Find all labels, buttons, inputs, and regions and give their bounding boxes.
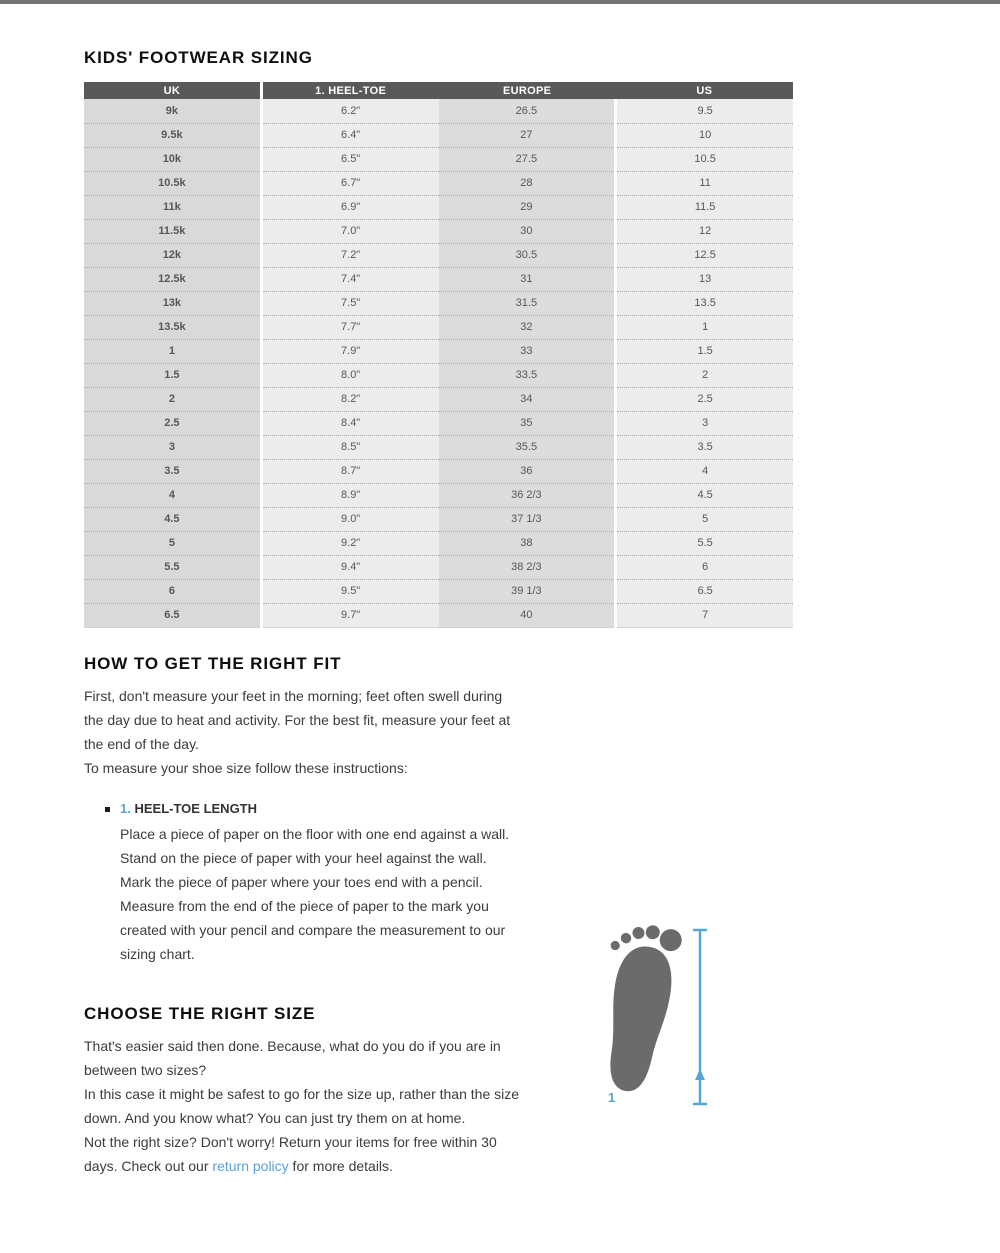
size-cell: 1.5	[84, 363, 261, 387]
how-to-paragraph	[84, 684, 1000, 780]
size-cell: 9.4"	[261, 555, 438, 579]
size-cell: 7.5"	[261, 291, 438, 315]
column-header-europe: EUROPE	[439, 82, 616, 99]
size-cell: 4.5	[616, 483, 793, 507]
size-cell: 39 1/3	[439, 579, 616, 603]
size-cell: 11.5k	[84, 219, 261, 243]
page-title: KIDS' FOOTWEAR SIZING	[84, 48, 313, 67]
size-cell: 33.5	[439, 363, 616, 387]
size-cell: 12.5	[616, 243, 793, 267]
size-cell: 6	[616, 555, 793, 579]
size-cell: 13.5	[616, 291, 793, 315]
size-cell: 2.5	[616, 387, 793, 411]
size-cell: 3	[84, 435, 261, 459]
table-row	[84, 483, 793, 507]
size-cell: 12	[616, 219, 793, 243]
table-row	[84, 507, 793, 531]
size-cell: 7.0"	[261, 219, 438, 243]
size-cell: 27	[439, 123, 616, 147]
size-cell: 6	[84, 579, 261, 603]
size-cell: 9.0"	[261, 507, 438, 531]
table-row	[84, 171, 793, 195]
size-cell: 9.2"	[261, 531, 438, 555]
size-cell: 6.4"	[261, 123, 438, 147]
size-cell: 32	[439, 315, 616, 339]
size-cell: 27.5	[439, 147, 616, 171]
size-cell: 28	[439, 171, 616, 195]
size-cell: 5.5	[616, 531, 793, 555]
table-row	[84, 579, 793, 603]
size-cell: 9.5	[616, 99, 793, 123]
size-cell: 6.9"	[261, 195, 438, 219]
choose-size-last-line	[84, 1154, 1000, 1178]
size-cell: 7.7"	[261, 315, 438, 339]
size-cell: 30.5	[439, 243, 616, 267]
table-header	[84, 82, 793, 99]
size-cell: 3.5	[84, 459, 261, 483]
foot-measure-figure	[562, 906, 728, 1112]
last-line-before: days. Check out our	[84, 1157, 213, 1174]
size-cell: 11.5	[616, 195, 793, 219]
size-cell: 9k	[84, 99, 261, 123]
size-cell: 38 2/3	[439, 555, 616, 579]
size-cell: 10.5	[616, 147, 793, 171]
size-cell: 9.5k	[84, 123, 261, 147]
table-row	[84, 363, 793, 387]
size-cell: 10	[616, 123, 793, 147]
text-line: the end of the day.	[84, 735, 199, 752]
text-line: Mark the piece of paper where your toes end with a pencil.	[120, 873, 483, 890]
text-line: the day due to heat and activity. For the best fit, measure your feet at	[84, 711, 511, 728]
table-row	[84, 387, 793, 411]
choose-size-lines	[84, 1034, 1000, 1154]
table-row	[84, 555, 793, 579]
step-number: 1.	[120, 800, 131, 816]
table-row	[84, 531, 793, 555]
size-cell: 4.5	[84, 507, 261, 531]
size-cell: 7.2"	[261, 243, 438, 267]
size-cell: 5	[84, 531, 261, 555]
table-row	[84, 411, 793, 435]
size-cell: 4	[84, 483, 261, 507]
size-cell: 8.7"	[261, 459, 438, 483]
size-cell: 8.9"	[261, 483, 438, 507]
size-cell: 3.5	[616, 435, 793, 459]
heel-toe-length-item	[84, 800, 1000, 966]
table-row	[84, 243, 793, 267]
size-cell: 8.2"	[261, 387, 438, 411]
size-cell: 6.5	[616, 579, 793, 603]
square-bullet-icon	[105, 807, 110, 812]
how-to-heading: HOW TO GET THE RIGHT FIT	[84, 653, 342, 673]
last-line-after: for more details.	[288, 1157, 393, 1174]
kids-footwear-sizing-table	[84, 82, 793, 628]
return-policy-link[interactable]: return policy	[212, 1157, 289, 1174]
table-row	[84, 603, 793, 627]
column-header-heeltoe: 1. HEEL-TOE	[261, 82, 438, 99]
table-row	[84, 195, 793, 219]
text-line: down. And you know what? You can just try them on at home.	[84, 1109, 466, 1126]
top-border-bar	[0, 0, 1000, 4]
size-cell: 33	[439, 339, 616, 363]
size-cell: 9.7"	[261, 603, 438, 627]
size-cell: 13k	[84, 291, 261, 315]
table-row	[84, 99, 793, 123]
column-header-uk: UK	[84, 82, 261, 99]
size-cell: 38	[439, 531, 616, 555]
table-body	[84, 99, 793, 627]
size-cell: 7.9"	[261, 339, 438, 363]
table-row	[84, 291, 793, 315]
heel-toe-length-content	[120, 800, 509, 966]
text-line: That's easier said then done. Because, what do you do if you are in	[84, 1037, 501, 1054]
text-line: To measure your shoe size follow these instructions:	[84, 759, 408, 776]
size-cell: 7	[616, 603, 793, 627]
size-cell: 37 1/3	[439, 507, 616, 531]
size-cell: 6.7"	[261, 171, 438, 195]
table-row	[84, 267, 793, 291]
size-cell: 35.5	[439, 435, 616, 459]
table-header-row	[84, 82, 793, 99]
column-header-us: US	[616, 82, 793, 99]
heel-toe-instructions	[120, 822, 509, 966]
step-title-text: HEEL-TOE LENGTH	[134, 800, 258, 816]
size-cell: 31	[439, 267, 616, 291]
measure-arrow-icon	[693, 930, 707, 1104]
size-cell: 2.5	[84, 411, 261, 435]
text-line: sizing chart.	[120, 945, 195, 962]
text-line: between two sizes?	[84, 1061, 207, 1078]
size-cell: 5.5	[84, 555, 261, 579]
size-cell: 12k	[84, 243, 261, 267]
size-cell: 1	[616, 315, 793, 339]
table-row	[84, 435, 793, 459]
size-cell: 11k	[84, 195, 261, 219]
table-row	[84, 147, 793, 171]
size-cell: 30	[439, 219, 616, 243]
choose-size-paragraph	[84, 1034, 1000, 1178]
size-cell: 34	[439, 387, 616, 411]
size-cell: 6.5"	[261, 147, 438, 171]
size-cell: 6.5	[84, 603, 261, 627]
size-cell: 1.5	[616, 339, 793, 363]
foot-measure-illustration	[562, 906, 728, 1112]
text-line: Stand on the piece of paper with your heel against the wall.	[120, 849, 487, 866]
text-line: Measure from the end of the piece of paper to the mark you	[120, 897, 489, 914]
table-row	[84, 339, 793, 363]
foot-silhouette-icon	[588, 919, 683, 1096]
text-line: In this case it might be safest to go for the size up, rather than the size	[84, 1085, 520, 1102]
size-cell: 8.0"	[261, 363, 438, 387]
size-cell: 4	[616, 459, 793, 483]
size-cell: 26.5	[439, 99, 616, 123]
size-cell: 2	[84, 387, 261, 411]
size-cell: 40	[439, 603, 616, 627]
size-cell: 8.5"	[261, 435, 438, 459]
size-cell: 3	[616, 411, 793, 435]
size-cell: 13.5k	[84, 315, 261, 339]
size-cell: 9.5"	[261, 579, 438, 603]
table-row	[84, 123, 793, 147]
table-row	[84, 459, 793, 483]
size-cell: 31.5	[439, 291, 616, 315]
size-cell: 35	[439, 411, 616, 435]
size-cell: 7.4"	[261, 267, 438, 291]
size-cell: 6.2"	[261, 99, 438, 123]
size-cell: 36	[439, 459, 616, 483]
size-cell: 10k	[84, 147, 261, 171]
size-cell: 1	[84, 339, 261, 363]
text-line: Not the right size? Don't worry! Return your items for free within 30	[84, 1133, 497, 1150]
size-cell: 5	[616, 507, 793, 531]
text-line: created with your pencil and compare the measurement to our	[120, 921, 506, 938]
text-line: Place a piece of paper on the floor with one end against a wall.	[120, 825, 510, 842]
table-row	[84, 219, 793, 243]
size-cell: 11	[616, 171, 793, 195]
text-line: First, don't measure your feet in the morning; feet often swell during	[84, 687, 503, 704]
size-cell: 2	[616, 363, 793, 387]
choose-size-heading: CHOOSE THE RIGHT SIZE	[84, 1003, 316, 1023]
size-cell: 12.5k	[84, 267, 261, 291]
sizing-guide-page	[0, 48, 1000, 1178]
size-cell: 13	[616, 267, 793, 291]
heel-toe-length-title	[120, 800, 509, 818]
figure-step-label: 1	[608, 1090, 616, 1105]
size-cell: 29	[439, 195, 616, 219]
size-cell: 8.4"	[261, 411, 438, 435]
size-cell: 36 2/3	[439, 483, 616, 507]
table-row	[84, 315, 793, 339]
size-cell: 10.5k	[84, 171, 261, 195]
